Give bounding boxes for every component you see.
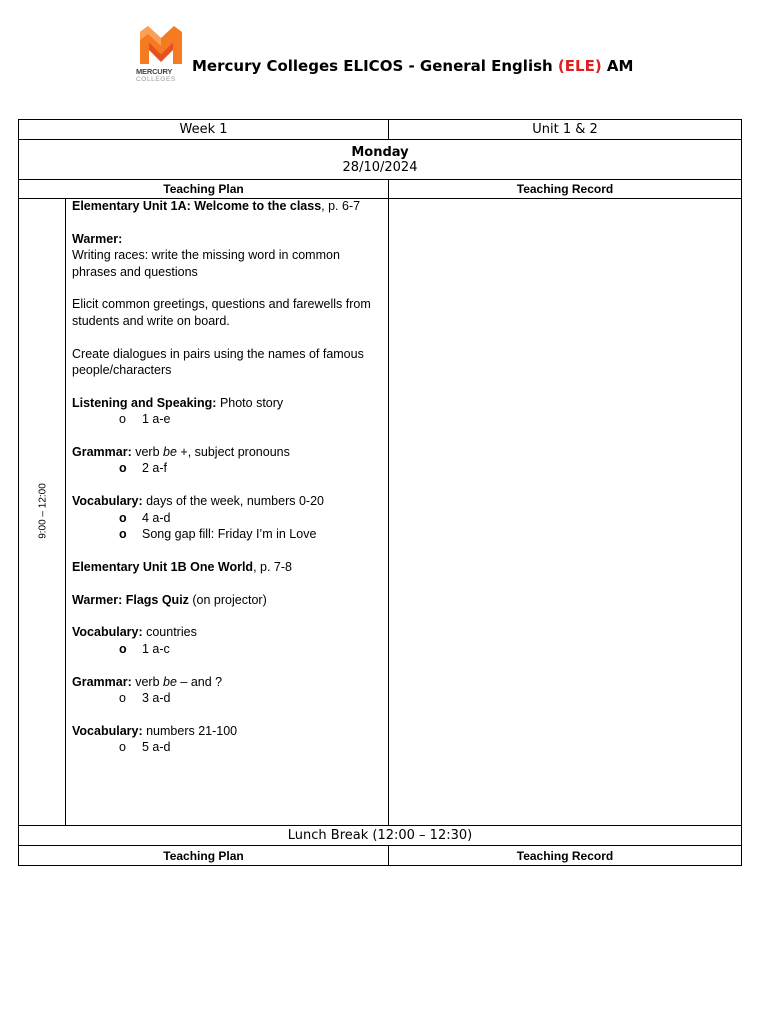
time-label: 9:00 – 12:00: [37, 483, 49, 539]
vocab-3-label: Vocabulary:: [72, 723, 143, 738]
vocab-2-line: [72, 624, 384, 640]
teaching-record-header-2-label: Teaching Record: [516, 848, 614, 863]
bullet-text: 2 a-f: [142, 461, 168, 476]
list-item: [72, 690, 384, 706]
week-label: Week 1: [179, 122, 228, 137]
units-label: Unit 1 & 2: [532, 122, 598, 137]
grammar-1-line: [72, 444, 384, 460]
week-cell: [18, 119, 389, 140]
grammar-2-line: [72, 674, 384, 690]
list-item: [72, 510, 384, 526]
teaching-record-header: [388, 179, 742, 199]
teaching-record-header-label: Teaching Record: [516, 182, 614, 196]
teaching-plan-header-2: [18, 845, 389, 866]
teaching-plan-header-2-label: Teaching Plan: [163, 848, 244, 863]
bullet-marker: o: [119, 412, 126, 427]
unit-1b-heading: [72, 559, 384, 575]
teaching-plan-header: [18, 179, 389, 199]
vocab-2-text: countries: [142, 625, 197, 640]
teaching-record-header-2: [388, 845, 742, 866]
bullet-text: 1 a-c: [142, 641, 170, 656]
grammar-1-word: be: [163, 445, 177, 460]
warmer-label: Warmer:: [72, 231, 123, 246]
bullet-marker: o: [119, 510, 127, 525]
unit-1a-pages: , p. 6-7: [321, 199, 361, 213]
grammar-2-label: Grammar:: [72, 674, 132, 689]
unit-1a-heading: [72, 198, 384, 214]
day-cell: [18, 139, 742, 180]
dialogue-text: Create dialogues in pairs using the names of famous people/characters: [72, 346, 364, 378]
bullet-marker: o: [119, 740, 126, 755]
bullet-text: 5 a-d: [142, 740, 171, 755]
elicit-text: Elicit common greetings, questions and farewells from students and write on board.: [72, 297, 371, 328]
listening-text: Photo story: [216, 395, 284, 410]
unit-1a-title: Elementary Unit 1A: Welcome to the class: [72, 199, 322, 213]
unit-1b-title: Elementary Unit 1B One World: [72, 559, 254, 574]
list-item: [72, 739, 384, 755]
bullet-text: 3 a-d: [142, 691, 171, 706]
grammar-1-pre: verb: [131, 445, 164, 460]
warmer-2-label: Warmer: Flags Quiz: [72, 592, 189, 607]
date-label: 28/10/2024: [342, 159, 418, 175]
warmer-2-text: (on projector): [188, 592, 267, 607]
vocab-3-line: [72, 723, 384, 739]
listening-line: [72, 395, 384, 411]
grammar-2-pre: verb: [131, 674, 164, 689]
unit-1b-pages: , p. 7-8: [253, 559, 292, 574]
list-item: [72, 641, 384, 657]
listening-label: Listening and Speaking:: [72, 395, 217, 410]
teaching-record-cell: [388, 198, 742, 826]
vocab-3-text: numbers 21-100: [142, 723, 238, 738]
teaching-plan-header-label: Teaching Plan: [163, 182, 244, 196]
bullet-text: Song gap fill: Friday I’m in Love: [142, 527, 317, 542]
vocab-1-line: [72, 493, 384, 509]
list-item: [72, 411, 384, 427]
list-item: [72, 460, 384, 476]
units-cell: [388, 119, 742, 140]
document-title: [192, 57, 633, 75]
grammar-2-word: be: [163, 674, 177, 689]
grammar-2-post: – and ?: [176, 674, 223, 689]
list-item: [72, 526, 384, 542]
lunch-break-label: Lunch Break (12:00 – 12:30): [287, 828, 473, 843]
bullet-marker: o: [119, 461, 127, 476]
bullet-text: 1 a-e: [142, 412, 171, 427]
day-label: Monday: [351, 144, 409, 160]
bullet-text: 4 a-d: [142, 510, 171, 525]
logo-name: MERCURY: [136, 67, 173, 76]
teaching-plan-content: [72, 198, 384, 756]
lunch-break-row: [18, 825, 742, 846]
warmer-2-line: [72, 592, 384, 608]
bullet-marker: o: [119, 527, 127, 542]
bullet-marker: o: [119, 641, 127, 656]
vocab-1-label: Vocabulary:: [72, 494, 143, 509]
grammar-1-post: +, subject pronouns: [176, 445, 290, 460]
bullet-marker: o: [119, 691, 126, 706]
vocab-1-text: days of the week, numbers 0-20: [142, 494, 324, 509]
time-cell: [18, 198, 66, 826]
title-prefix: Mercury Colleges ELICOS - General English: [192, 57, 558, 75]
title-suffix: AM: [601, 57, 634, 75]
title-accent: (ELE): [557, 57, 602, 75]
grammar-1-label: Grammar:: [72, 445, 132, 460]
vocab-2-label: Vocabulary:: [72, 625, 143, 640]
warmer-text: Writing races: write the missing word in common phrases and questions: [72, 248, 340, 279]
logo-subname: COLLEGES: [136, 76, 176, 83]
logo-wordmark: [136, 68, 186, 84]
